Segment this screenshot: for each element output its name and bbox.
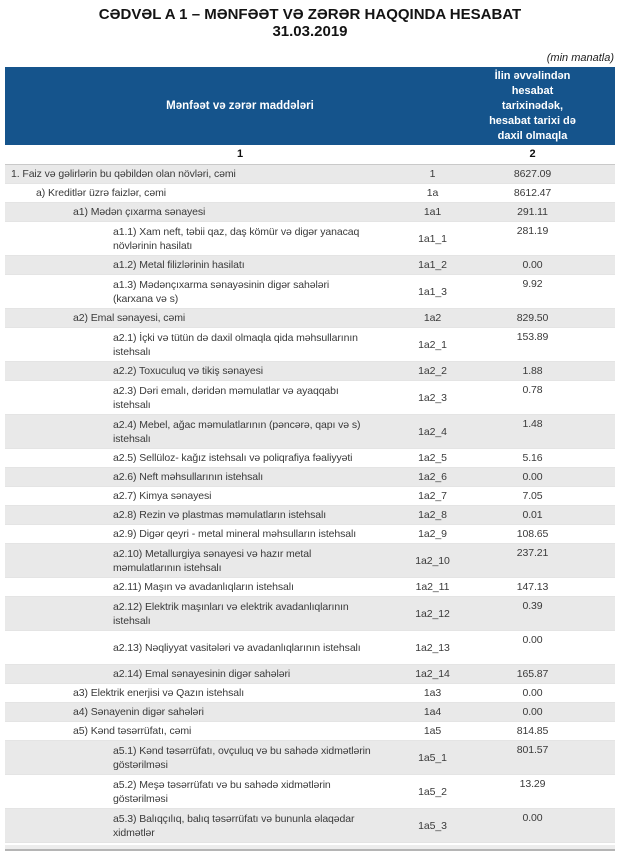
row-label-cell: [5, 381, 390, 414]
table-row: [5, 468, 615, 487]
row-label-cell: [5, 597, 390, 630]
row-label: a1.2) Metal filizlərinin hasilatı: [113, 258, 245, 271]
row-code: 1a2_5: [418, 452, 447, 464]
row-label: a1) Mədən çıxarma sənayesi: [73, 205, 206, 218]
row-label-cell: [5, 309, 390, 327]
header-value-column-line: daxil olmaqla: [497, 129, 568, 142]
table-row: [5, 381, 615, 415]
table-row: [5, 222, 615, 256]
column-number-row: [5, 145, 615, 165]
row-label-cell: [5, 222, 390, 255]
row-code: 1a1_1: [418, 232, 447, 245]
row-code: 1a2_4: [418, 425, 447, 438]
row-label: a2.12) Elektrik maşınları və elektrik avadanlıqlarının istehsalı: [113, 600, 349, 627]
row-code: 1a5_3: [418, 819, 447, 832]
row-label: a5.2) Meşə təsərrüfatı və bu sahədə xidmətlərin göstərilməsi: [113, 778, 331, 805]
row-label-cell: [5, 703, 390, 721]
cutoff-next-row-edge: [5, 849, 615, 851]
row-code: 1a2_3: [418, 391, 447, 404]
table-row: [5, 722, 615, 741]
row-code: 1a4: [423, 706, 442, 718]
header-value-column-line: tarixinədək,: [501, 99, 564, 112]
row-code: 1a1: [423, 206, 442, 218]
table-row: [5, 165, 615, 184]
row-label-cell: [5, 775, 390, 808]
row-value: 0.00: [522, 471, 543, 483]
table-row: [5, 309, 615, 328]
column-number-1: 1: [236, 148, 244, 160]
table-row: [5, 362, 615, 381]
row-label-cell: [5, 415, 390, 448]
row-value: 0.39: [522, 600, 543, 612]
row-code: 1a2_12: [415, 607, 450, 620]
row-label: a2.7) Kimya sənayesi: [113, 489, 212, 502]
row-label: 1. Faiz və gəlirlərin bu qəbildən olan növləri, cəmi: [11, 167, 236, 180]
table-row: [5, 256, 615, 275]
table-row: [5, 203, 615, 222]
row-label-cell: [5, 449, 390, 467]
table-row: [5, 809, 615, 843]
row-code: 1: [429, 168, 436, 180]
row-label-cell: [5, 665, 390, 683]
row-code: 1a2_10: [415, 554, 450, 567]
row-code: 1a2_6: [418, 471, 447, 483]
row-label: a) Kreditlər üzrə faizlər, cəmi: [36, 186, 166, 199]
row-value: 7.05: [522, 490, 543, 502]
report-title-date: 31.03.2019: [272, 23, 348, 40]
profit-loss-table: [5, 67, 615, 843]
header-value-column-line: hesabat tarixi də: [489, 114, 576, 127]
row-label: a2.8) Rezin və plastmas məmulatların istehsalı: [113, 508, 327, 521]
table-row: [5, 597, 615, 631]
row-value: 147.13: [516, 581, 549, 593]
row-label: a2.13) Nəqliyyat vasitələri və avadanlıqlarının istehsalı: [113, 641, 361, 654]
row-value: 1.88: [522, 365, 543, 377]
row-label-cell: [5, 203, 390, 221]
header-right-spacer: [590, 67, 615, 145]
row-label: a5.3) Balıqçılıq, balıq təsərrüfatı və bununla əlaqədar xidmətlər: [113, 812, 355, 839]
row-label-cell: [5, 506, 390, 524]
table-row: [5, 415, 615, 449]
table-row: [5, 631, 615, 665]
header-value-column-line: İlin əvvəlindən: [494, 69, 571, 82]
row-value: 0.78: [522, 384, 543, 396]
row-label-cell: [5, 487, 390, 505]
row-label-cell: [5, 544, 390, 577]
row-value: 801.57: [516, 744, 549, 756]
row-code: 1a2_7: [418, 490, 447, 502]
row-value: 814.85: [516, 725, 549, 737]
row-code: 1a5_2: [418, 785, 447, 798]
row-label: a2.3) Dəri emalı, dəridən məmulatlar və ayaqqabı istehsalı: [113, 384, 339, 411]
row-label-cell: [5, 362, 390, 380]
row-label: a2.2) Toxuculuq və tikiş sənayesi: [113, 364, 264, 377]
row-value: 291.11: [517, 206, 548, 218]
row-code: 1a5: [423, 725, 442, 737]
table-row: [5, 525, 615, 544]
row-code: 1a2_14: [415, 668, 450, 680]
report-title: [0, 0, 620, 40]
row-value: 0.00: [522, 812, 543, 824]
row-label-cell: [5, 184, 390, 202]
unit-note: (min manatla): [546, 52, 614, 64]
table-row: [5, 775, 615, 809]
table-row: [5, 449, 615, 468]
row-label-cell: [5, 468, 390, 486]
table-row: [5, 328, 615, 362]
row-label-cell: [5, 809, 390, 842]
row-value: 13.29: [519, 778, 546, 790]
header-items-column-label: Mənfəət və zərər maddələri: [166, 100, 314, 112]
row-value: 0.00: [522, 259, 543, 271]
row-code: 1a2: [423, 312, 442, 324]
row-label: a4) Sənayenin digər sahələri: [73, 705, 204, 718]
table-row: [5, 184, 615, 203]
row-value: 8627.09: [513, 168, 552, 180]
row-label-cell: [5, 165, 390, 183]
row-label: a5) Kənd təsərrüfatı, cəmi: [73, 724, 192, 737]
row-label: a1.1) Xam neft, təbii qaz, daş kömür və digər yanacaq növlərinin hasilatı: [113, 225, 360, 252]
row-value: 237.21: [516, 547, 549, 559]
row-value: 0.00: [522, 687, 543, 699]
row-value: 0.00: [522, 634, 543, 646]
row-label-cell: [5, 328, 390, 361]
row-code: 1a2_11: [415, 581, 450, 593]
table-header-row: [5, 67, 615, 145]
row-code: 1a1_2: [418, 259, 447, 271]
row-label-cell: [5, 525, 390, 543]
row-code: 1a1_3: [418, 285, 447, 298]
row-value: 108.65: [516, 528, 549, 540]
row-label: a5.1) Kənd təsərrüfatı, ovçuluq və bu sahədə xidmətlərin göstərilməsi: [113, 744, 371, 771]
row-value: 5.16: [522, 452, 543, 464]
row-label-cell: [5, 631, 390, 664]
row-code: 1a2_1: [418, 338, 447, 351]
row-value: 8612.47: [513, 187, 552, 199]
row-value: 1.48: [522, 418, 543, 430]
row-value: 0.00: [522, 706, 543, 718]
header-value-column-line: hesabat: [511, 84, 554, 97]
row-value: 153.89: [516, 331, 549, 343]
row-label: a2.9) Digər qeyri - metal mineral məhsulların istehsalı: [113, 527, 357, 540]
table-row: [5, 741, 615, 775]
row-label-cell: [5, 722, 390, 740]
table-row: [5, 684, 615, 703]
row-code: 1a2_13: [415, 641, 450, 654]
row-code: 1a2_9: [418, 528, 447, 540]
table-row: [5, 487, 615, 506]
row-code: 1a5_1: [418, 751, 447, 764]
row-value: 165.87: [516, 668, 549, 680]
row-code: 1a: [426, 187, 439, 199]
row-label-cell: [5, 578, 390, 596]
row-code: 1a2_2: [418, 365, 447, 377]
row-label: a2.4) Mebel, ağac məmulatlarının (pəncərə, qapı və s) istehsalı: [113, 418, 361, 445]
row-value: 9.92: [522, 278, 543, 290]
row-label-cell: [5, 684, 390, 702]
row-value: 829.50: [516, 312, 549, 324]
row-label: a2.1) İçki və tütün də daxil olmaqla qida məhsullarının istehsalı: [113, 331, 358, 358]
row-code: 1a2_8: [418, 509, 447, 521]
row-label: a2) Emal sənayesi, cəmi: [73, 311, 186, 324]
row-label: a2.10) Metallurgiya sənayesi və hazır metal məmulatlarının istehsalı: [113, 547, 312, 574]
row-label-cell: [5, 275, 390, 308]
table-row: [5, 578, 615, 597]
report-title-line1: CƏDVƏL A 1 – MƏNFƏƏT VƏ ZƏRƏR HAQQINDA HESABAT: [98, 6, 522, 23]
row-label-cell: [5, 741, 390, 774]
table-row: [5, 665, 615, 684]
row-label: a3) Elektrik enerjisi və Qazın istehsalı: [73, 686, 245, 699]
row-label: a1.3) Mədənçıxarma sənayəsinin digər sahələri (karxana və s): [113, 278, 330, 305]
row-label: a2.6) Neft məhsullarının istehsalı: [113, 470, 264, 483]
table-body: [5, 165, 615, 843]
row-label: a2.14) Emal sənayesinin digər sahələri: [113, 667, 291, 680]
row-label: a2.11) Maşın və avadanlıqların istehsalı: [113, 580, 294, 593]
row-label: a2.5) Sellüloz- kağız istehsalı və poliqrafiya fəaliyyəti: [113, 451, 353, 464]
table-row: [5, 544, 615, 578]
row-label-cell: [5, 256, 390, 274]
row-code: 1a3: [423, 687, 442, 699]
row-value: 0.01: [522, 509, 543, 521]
header-value-column-label: [475, 67, 590, 145]
column-number-2: 2: [529, 148, 536, 160]
table-row: [5, 703, 615, 722]
table-row: [5, 506, 615, 525]
table-row: [5, 275, 615, 309]
row-value: 281.19: [516, 225, 549, 237]
